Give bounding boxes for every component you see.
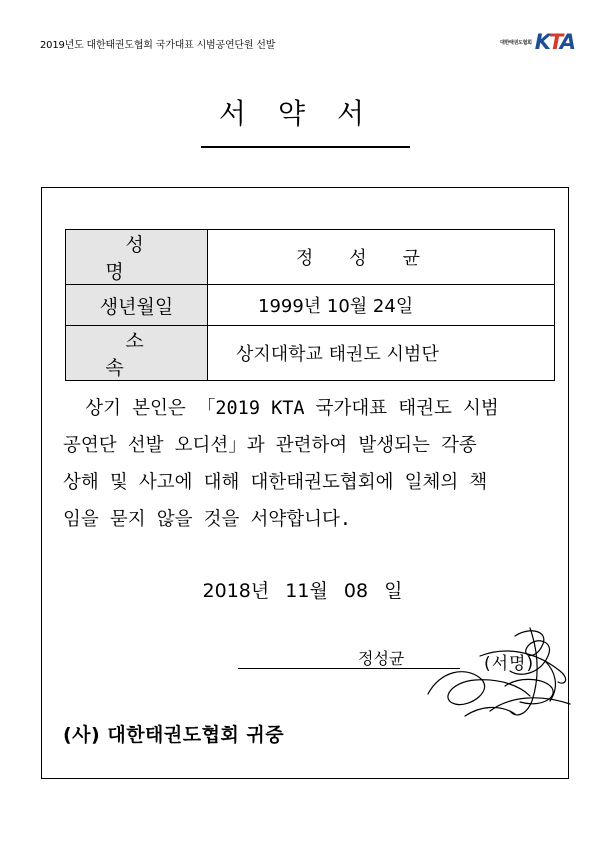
title-underline (201, 146, 410, 148)
logo-org-name: 대한태권도협회 (500, 39, 532, 46)
pledge-line: 임을 묻지 않을 것을 서약합니다. (63, 509, 352, 530)
pledge-line: 상기 본인은 「2019 KTA 국가대표 태권도 시범 (63, 398, 499, 419)
birthdate-label: 생년월일 (66, 285, 208, 326)
pledge-line: 상해 및 사고에 대해 대한태권도협회에 일체의 책 (63, 472, 488, 493)
pledge-date: 2018년 11월 08 일 (202, 580, 403, 602)
birthdate-value: 1999년 10월 24일 (208, 285, 555, 326)
table-row (66, 230, 555, 285)
affiliation-label: 소속 (66, 326, 208, 381)
pledge-line: 공연단 선발 오디션」과 관련하여 발생되는 각종 (63, 435, 477, 456)
document-header: 2019년도 대한태권도협회 국가대표 시범공연단원 선발 (40, 40, 276, 51)
info-table (65, 229, 555, 381)
kta-logo (500, 30, 574, 54)
table-row (66, 285, 555, 326)
name-value: 정성균 (208, 230, 555, 285)
signer-name: 정성균 (358, 649, 405, 668)
affiliation-value: 상지대학교 태권도 시범단 (208, 326, 555, 381)
document-title: 서약서 (218, 97, 397, 130)
table-row (66, 326, 555, 381)
signature-mark-label: (서명) (484, 654, 535, 674)
handwritten-signature (420, 616, 580, 726)
logo-kta-text: KTA (534, 30, 574, 54)
name-label: 성명 (66, 230, 208, 285)
pledge-body (63, 390, 543, 538)
recipient: (사) 대한태권도협회 귀중 (63, 724, 285, 746)
